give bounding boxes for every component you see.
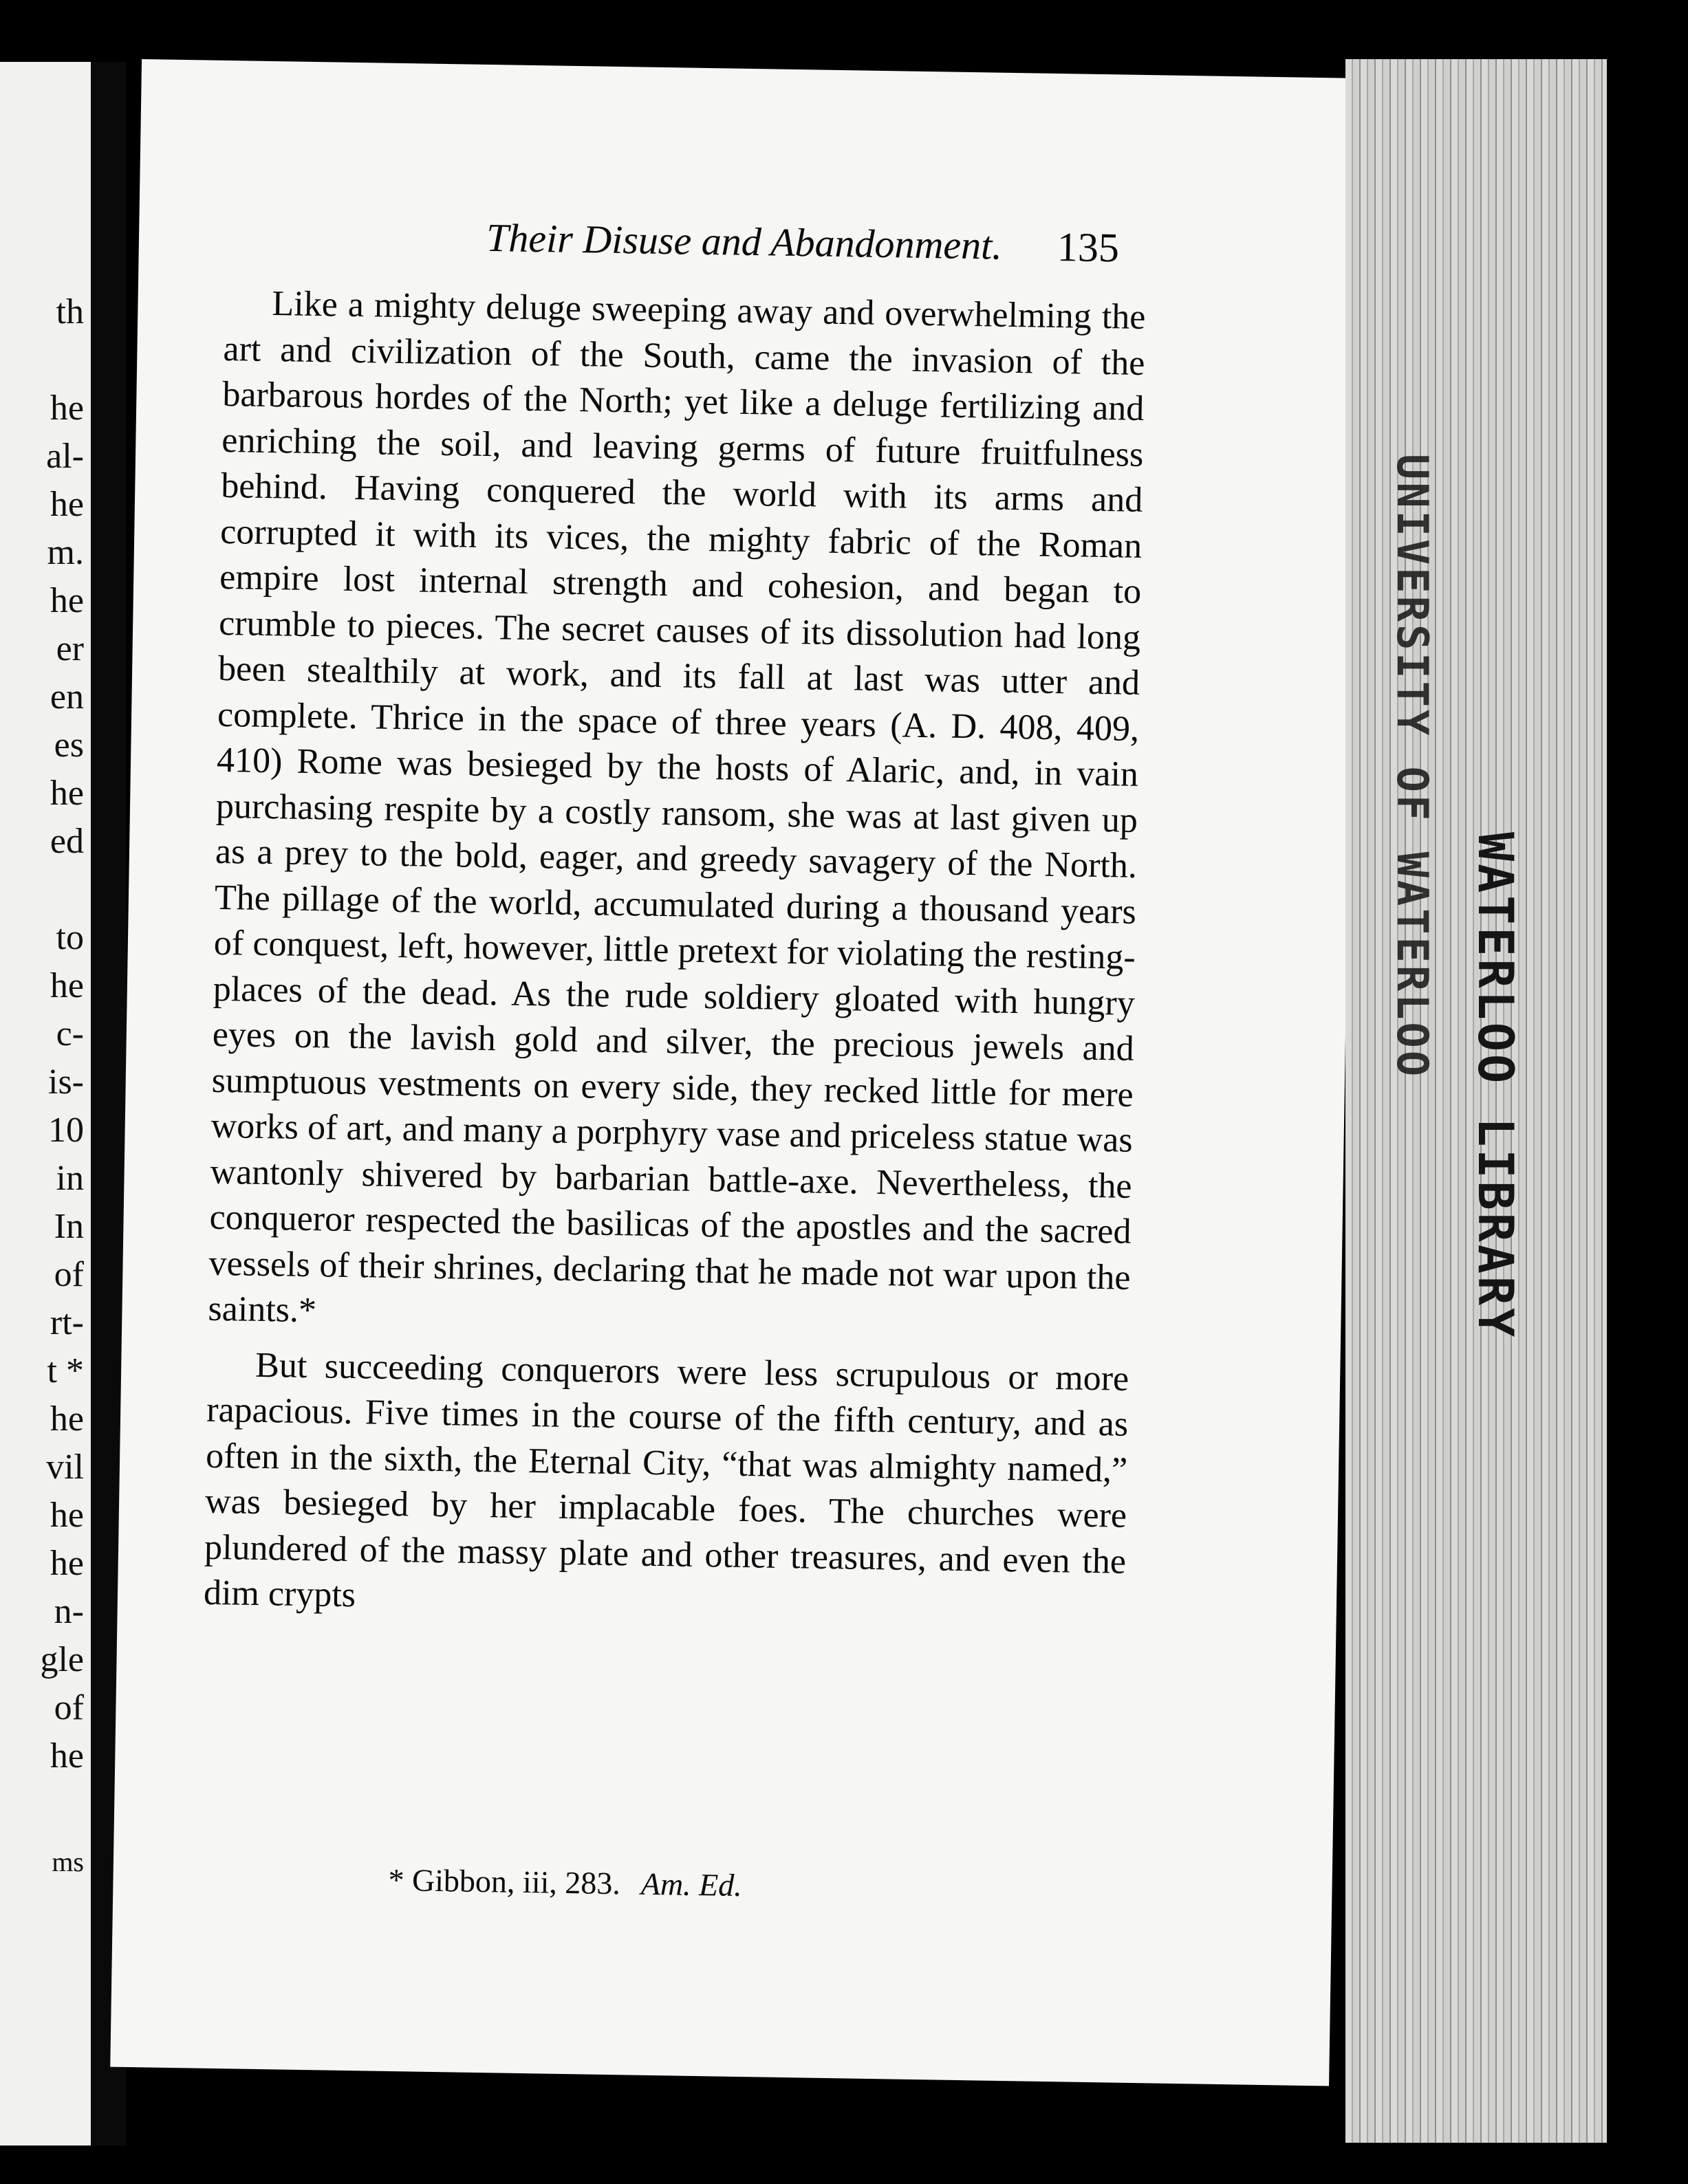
left-page-fragment: of (54, 1255, 84, 1294)
left-page-fragment: to (56, 918, 84, 957)
left-page-fragment: ed (50, 822, 84, 861)
left-page-fragment: he (50, 1544, 84, 1583)
page-number: 135 (1057, 223, 1120, 271)
library-stamp-lower: WATERLOO LIBRARY (1467, 832, 1524, 1340)
body-text (204, 281, 1146, 1630)
left-page-fragment: he (50, 485, 84, 524)
left-page-fragment: 10 (48, 1111, 84, 1150)
left-page-fragment: of (54, 1688, 84, 1727)
running-head-title: Their Disuse and Abandonment. (486, 215, 1003, 268)
left-page-fragment: gle (40, 1640, 84, 1679)
left-page-fragment: n- (54, 1592, 84, 1631)
left-page-fragment: c- (56, 1014, 84, 1053)
left-page-fragment: m. (47, 533, 84, 572)
left-page-fragment: he (50, 774, 84, 813)
library-stamp-upper: UNIVERSITY OF WATERLOO (1387, 454, 1438, 1080)
paragraph: Like a mighty deluge sweeping away and overwhelming the art and civilization of the South, came the invasion of the barbarous hordes of the North; yet like a deluge fertilizing and enriching the soil, and leaving germs of future fruitfulness behind. Having conquered the world with its arms and corrupted it with its vices, the mighty fabric of the Roman empire lost internal strength and cohesion, and began to crumble to pieces. The secret causes of its dissolution had long been stealthily at work, and its fall at last was utter and complete. Thrice in the space of three years (A. D. 408, 409, 410) Rome was besieged by the hosts of Alaric, and, in vain purchasing respite by a costly ransom, she was at last given up as a prey to the bold, eager, and greedy savagery of the North. The pillage of the world, accumulated during a thousand years of conquest, left, however, little pretext for violating the resting-places of the dead. As the rude soldiery gloated with hungry eyes on the lavish gold and silver, the precious jewels and sumptuous vestments on every side, they recked little for mere works of art, and many a porphyry vase and priceless statue was wantonly shivered by barbarian battle-axe. Nevertheless, the conqueror respected the basilicas of the apostles and the sacred vessels of their shrines, declaring that he made not war upon the saints.* (208, 284, 1146, 1331)
left-page-fragment: he (50, 1736, 84, 1776)
left-page-fragment: he (50, 1399, 84, 1439)
left-page-fragment: al- (46, 437, 84, 476)
footnote (388, 1861, 742, 1903)
left-page-fragment: in (56, 1159, 84, 1198)
scan-border-bottom (0, 2145, 1688, 2184)
left-page-fragment: ms (52, 1846, 84, 1877)
left-page-fragment: he (50, 389, 84, 428)
left-page-fragment: es (54, 725, 84, 765)
left-page-fragment: is- (48, 1062, 84, 1102)
left-page-fragment: er (56, 629, 84, 668)
left-page-fragment: en (50, 677, 84, 717)
left-page-fragment: In (54, 1207, 84, 1246)
left-page-fragment: he (50, 581, 84, 620)
scan-border-top (0, 0, 1688, 62)
paragraph: But succeeding conquerors were less scrupulous or more rapacious. Five times in the course of the fifth century, and as often in the sixth, the Eternal City, “that was almighty named,” was besieged by her implacable foes. The churches were plundered of the massy plate and other treasures, and even the dim crypts (203, 1345, 1129, 1615)
footnote-citation: * Gibbon, iii, 283. (388, 1861, 621, 1901)
left-page-fragment: he (50, 966, 84, 1005)
left-page-fragment: t * (47, 1351, 84, 1390)
left-page-fragment: vil (46, 1448, 84, 1487)
left-page-fragment: he (50, 1496, 84, 1535)
footnote-edition: Am. Ed. (640, 1866, 743, 1903)
book-page (110, 59, 1361, 2086)
facing-page-left (0, 62, 91, 2145)
left-page-fragment: th (56, 292, 84, 331)
left-page-fragment: rt- (50, 1303, 84, 1342)
